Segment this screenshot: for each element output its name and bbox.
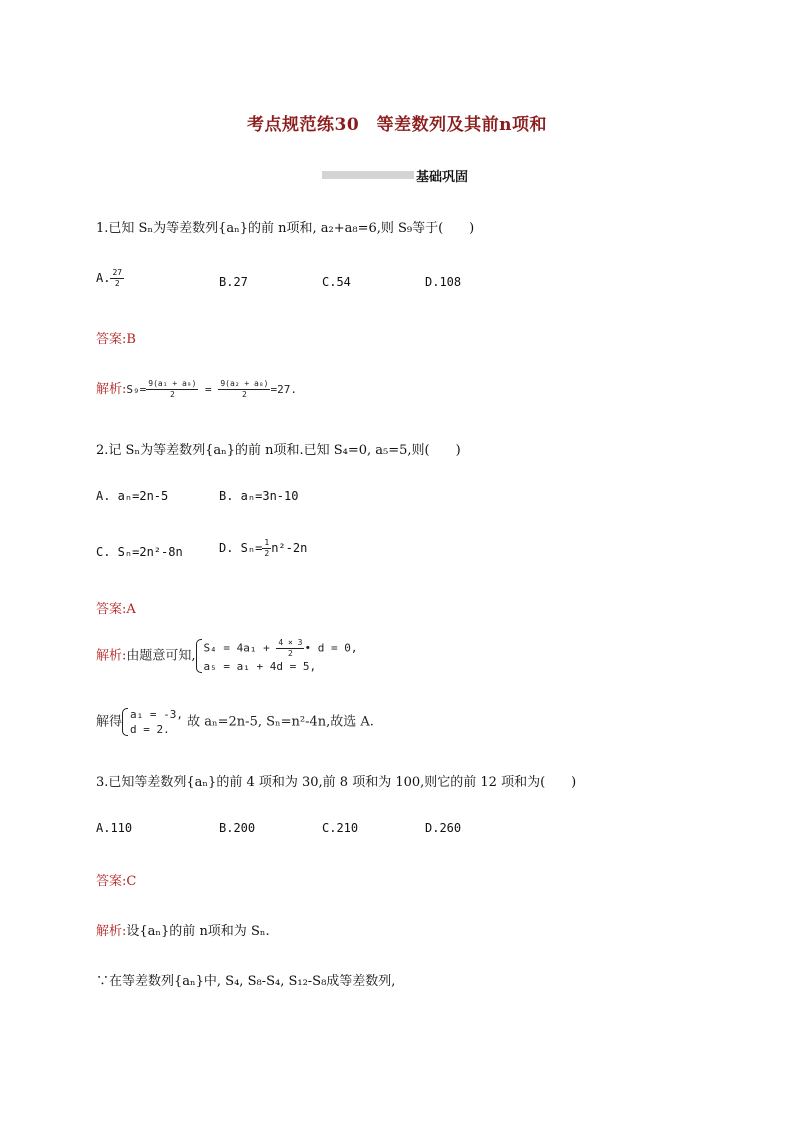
q2-sys-line1 xyxy=(204,638,358,659)
q1-frac2 xyxy=(218,379,270,400)
q2-sys-line1-pre: S₄ = 4a₁ + xyxy=(203,641,277,655)
q2-option-d-den: 2 xyxy=(264,549,270,558)
q1-eq: = xyxy=(198,383,219,396)
q1-option-a-prefix: A. xyxy=(96,271,111,285)
q2-solution xyxy=(96,707,374,737)
page-title: 考点规范练30 等差数列及其前n项和 xyxy=(246,115,548,135)
q3-analysis xyxy=(96,920,270,939)
q2-option-d-suffix: n²-2n xyxy=(271,541,308,555)
q1-analysis-label: 解析: xyxy=(96,382,127,397)
q2-answer: 答案:A xyxy=(96,602,136,617)
q2-analysis-lead: 由题意可知, xyxy=(126,648,196,664)
q2-sys-line1-post: • d = 0, xyxy=(304,641,358,655)
q1-option-c: C.54 xyxy=(322,275,351,289)
section-bar xyxy=(322,171,414,179)
q3-option-a: A.110 xyxy=(96,821,133,835)
q2-sys-line2: a₅ = a₁ + 4d = 5, xyxy=(203,660,317,673)
q2-solve-suffix: 故 aₙ=2n-5, Sₙ=n²-4n,故选 A. xyxy=(183,714,374,730)
q2-option-b: B. aₙ=3n-10 xyxy=(219,489,299,503)
q1-option-b: B.27 xyxy=(219,275,248,289)
q2-solve-prefix: 解得 xyxy=(96,714,123,730)
q1-analysis-s9: S₉= xyxy=(126,383,147,396)
q3-stem: 3.已知等差数列{aₙ}的前 4 项和为 30,前 8 项和为 100,则它的前 12 项和为( ) xyxy=(96,775,577,790)
q3-option-d: D.260 xyxy=(425,821,462,835)
q1-frac2-num: 9(a₂ + a₈) xyxy=(220,379,269,388)
q1-option-a-num: 27 xyxy=(112,268,123,277)
q1-analysis xyxy=(96,378,297,400)
q3-option-b: B.200 xyxy=(219,821,256,835)
q1-answer: 答案:B xyxy=(96,332,136,347)
q2-option-d-num: 1 xyxy=(264,538,270,547)
q1-stem: 1.已知 Sₙ为等差数列{aₙ}的前 n项和, a₂+a₈=6,则 S₉等于( ) xyxy=(96,221,475,236)
section-label: 基础巩固 xyxy=(416,170,469,185)
q2-option-a: A. aₙ=2n-5 xyxy=(96,489,169,503)
q2-analysis xyxy=(96,638,357,674)
q1-option-d: D.108 xyxy=(425,275,462,289)
q1-frac2-den: 2 xyxy=(241,390,247,399)
q3-analysis-label: 解析: xyxy=(96,924,127,939)
q3-note: ∵在等差数列{aₙ}中, S₄, S₈-S₄, S₁₂-S₈成等差数列, xyxy=(96,974,396,989)
q2-solution-system xyxy=(122,707,183,737)
q2-sys-frac-den: 2 xyxy=(288,649,293,658)
q2-sol-line1: a₁ = -3, xyxy=(130,708,183,721)
q1-option-a-fraction xyxy=(110,268,124,289)
q2-sys-frac-num: 4 × 3 xyxy=(278,638,303,647)
q1-option-a-den: 2 xyxy=(114,279,120,288)
q2-option-c: C. Sₙ=2n²-8n xyxy=(96,545,183,559)
q1-frac1-den: 2 xyxy=(169,390,175,399)
q2-equation-system xyxy=(196,638,358,674)
q2-sol-line2: d = 2. xyxy=(130,723,170,736)
q3-option-c: C.210 xyxy=(322,821,359,835)
q2-stem: 2.记 Sₙ为等差数列{aₙ}的前 n项和.已知 S₄=0, a₅=5,则( ) xyxy=(96,443,461,458)
q3-analysis-text: 设{aₙ}的前 n项和为 Sₙ. xyxy=(126,924,270,939)
q2-option-d-fraction xyxy=(262,538,271,559)
q1-frac1-num: 9(a₁ + a₉) xyxy=(148,379,197,388)
q2-analysis-label: 解析: xyxy=(96,648,127,664)
q1-option-a xyxy=(96,268,124,289)
q2-option-d xyxy=(219,538,307,559)
q2-option-d-prefix: D. Sₙ= xyxy=(219,541,263,555)
q1-frac1 xyxy=(146,379,198,400)
q3-answer: 答案:C xyxy=(96,874,137,889)
q1-analysis-end: =27. xyxy=(270,383,297,396)
q2-sys-frac xyxy=(276,638,304,659)
